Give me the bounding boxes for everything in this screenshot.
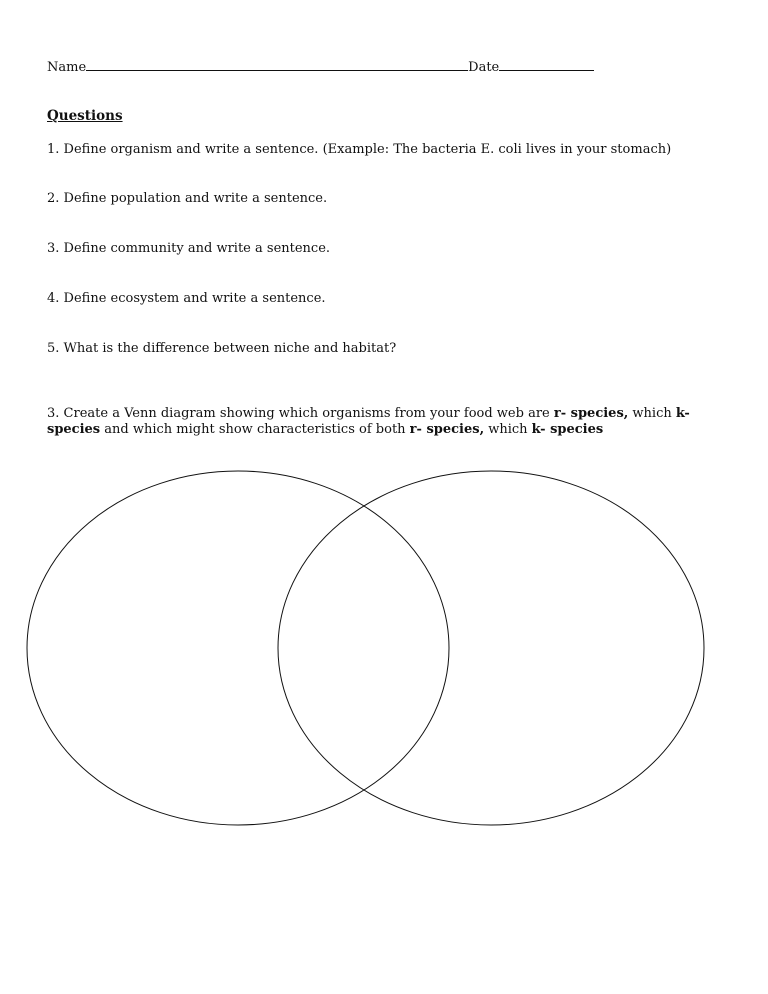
question-5: 5. What is the difference between niche and habitat? [47, 341, 397, 356]
venn-left-circle [27, 471, 449, 825]
venn-prompt-text-1: 3. Create a Venn diagram showing which organisms from your food web are [47, 406, 554, 421]
name-label: Name [47, 60, 87, 75]
venn-prompt-bold-2: k- species [47, 406, 690, 437]
venn-prompt-text-2: which [628, 406, 676, 421]
venn-prompt-bold-3: r- species, [409, 422, 485, 437]
venn-prompt-text-3: and which might show characteristics of both [100, 422, 410, 437]
venn-prompt-bold-4: k- species [531, 422, 604, 437]
question-4: 4. Define ecosystem and write a sentence. [47, 291, 326, 306]
question-2: 2. Define population and write a sentence. [47, 191, 328, 206]
venn-prompt-text-4: which [484, 422, 532, 437]
question-3: 3. Define community and write a sentence. [47, 241, 331, 256]
venn-prompt-bold-1: r- species, [553, 406, 629, 421]
questions-heading: Questions [47, 108, 123, 124]
date-label: Date [468, 60, 500, 75]
question-1: 1. Define organism and write a sentence. (Example: The bacteria E. coli lives in your stomach) [47, 142, 672, 157]
venn-right-circle [278, 471, 704, 825]
